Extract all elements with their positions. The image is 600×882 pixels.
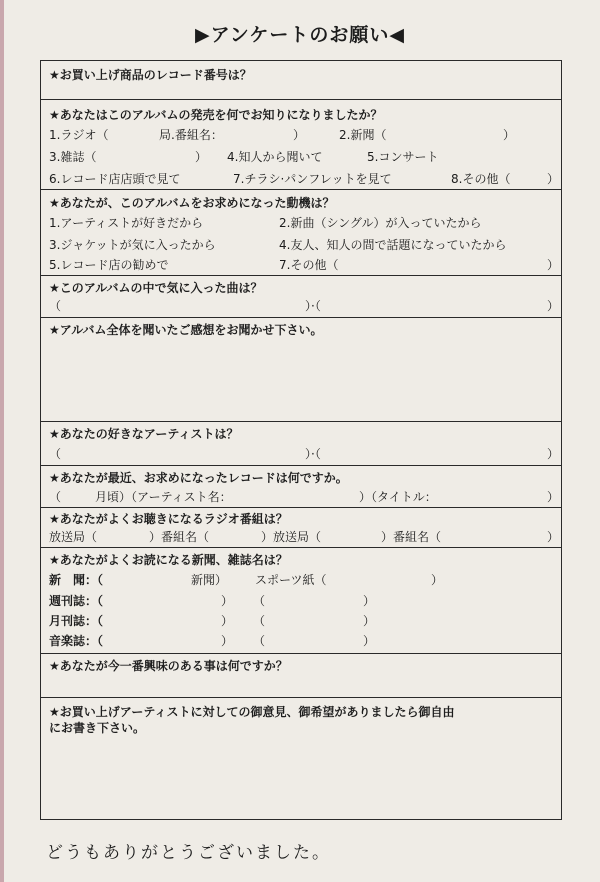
q9-bracket: ）: [431, 573, 444, 587]
q3-option[interactable]: 1.アーティストが好きだから: [49, 216, 204, 230]
q8-bracket: ）: [547, 530, 560, 544]
q7-bracket: ）（タイトル：: [359, 490, 437, 504]
q8-bracket: ）番組名（: [381, 530, 442, 544]
q9-bracket: （: [253, 634, 266, 648]
q9-bracket: スポーツ紙（: [255, 573, 327, 587]
q4-bracket: ）: [547, 299, 560, 313]
q3-heading: ★あなたが、このアルバムをお求めになった動機は？: [49, 196, 335, 210]
q2-option: ）: [503, 128, 516, 142]
q6-favorite-artists[interactable]: [41, 421, 561, 465]
q2-option: ）: [547, 172, 560, 186]
q5-impressions[interactable]: [41, 317, 561, 421]
q7-recent-record[interactable]: [41, 465, 561, 507]
q3-option[interactable]: 7.その他（: [279, 258, 339, 272]
q1-record-number[interactable]: [41, 61, 561, 99]
q9-bracket: ）: [221, 594, 234, 608]
q6-bracket: ）·（: [305, 447, 321, 461]
thank-you-message: どうもありがとうございました。: [46, 843, 331, 863]
q9-bracket: ）: [221, 634, 234, 648]
q9-bracket: 新聞）: [191, 573, 228, 587]
q9-label: 月刊誌：（: [49, 614, 104, 628]
q4-heading: ★このアルバムの中で気に入った曲は？: [49, 281, 263, 295]
q9-heading: ★あなたがよくお読になる新聞、雑誌名は？: [49, 553, 288, 567]
q8-heading: ★あなたがよくお聴きになるラジオ番組は？: [49, 512, 288, 526]
q7-bracket: ）: [547, 490, 560, 504]
q9-bracket: （: [253, 614, 266, 628]
q4-bracket: （: [49, 299, 62, 313]
card-edge: [0, 0, 4, 882]
q7-bracket: （: [49, 490, 62, 504]
q11-heading-line2: にお書き下さい。: [49, 721, 146, 735]
q4-favorite-songs[interactable]: [41, 275, 561, 317]
q9-bracket: ）: [363, 614, 376, 628]
q2-option[interactable]: 1.ラジオ（: [49, 128, 109, 142]
q8-bracket: ）放送局（: [261, 530, 322, 544]
q2-option: ）: [195, 150, 208, 164]
q7-heading: ★あなたが最近、お求めになったレコードは何ですか。: [49, 471, 348, 485]
q2-option: ）: [293, 128, 306, 142]
q2-heading: ★あなたはこのアルバムの発売を何でお知りになりましたか？: [49, 108, 383, 122]
q9-label: 週刊誌：（: [49, 594, 104, 608]
q2-option[interactable]: 6.レコード店店頭で見て: [49, 172, 181, 186]
q2-option[interactable]: 4.知人から聞いて: [227, 150, 323, 164]
q2-option[interactable]: 5.コンサート: [367, 150, 439, 164]
q5-heading: ★アルバム全体を聞いたご感想をお聞かせ下さい。: [49, 323, 323, 337]
q8-bracket: ）番組名（: [149, 530, 210, 544]
q2-option[interactable]: 8.その他（: [451, 172, 511, 186]
q2-option[interactable]: 7.チラシ·パンフレットを見て: [233, 172, 392, 186]
q9-label: 音楽誌：（: [49, 634, 104, 648]
q9-newspapers-magazines[interactable]: [41, 547, 561, 653]
q9-label: 新 聞：（: [49, 573, 104, 587]
q2-option[interactable]: 3.雑誌（: [49, 150, 97, 164]
q10-current-interest[interactable]: [41, 653, 561, 697]
q9-bracket: （: [253, 594, 266, 608]
q8-radio-programs[interactable]: [41, 507, 561, 547]
survey-form: [40, 60, 562, 820]
q2-option[interactable]: 2.新聞（: [339, 128, 387, 142]
q9-bracket: ）: [221, 614, 234, 628]
q9-bracket: ）: [363, 594, 376, 608]
q1-heading: ★お買い上げ商品のレコード番号は？: [49, 68, 252, 82]
q3-option[interactable]: 2.新曲（シングル）が入っていたから: [279, 216, 482, 230]
q3-option[interactable]: 3.ジャケットが気に入ったから: [49, 238, 216, 252]
q6-bracket: ）: [547, 447, 560, 461]
q11-comments[interactable]: [41, 697, 561, 821]
page-title: ▶アンケートのお願い◀: [194, 24, 406, 46]
q6-heading: ★あなたの好きなアーティストは？: [49, 427, 239, 441]
q8-bracket: 放送局（: [49, 530, 98, 544]
q6-bracket: （: [49, 447, 62, 461]
q3-option[interactable]: 4.友人、知人の間で話題になっていたから: [279, 238, 507, 252]
q2-how-learned: [41, 99, 561, 189]
q11-heading-line1: ★お買い上げアーティストに対しての御意見、御希望がありましたら御自由: [49, 705, 455, 719]
q2-option[interactable]: 局.番組名：: [159, 128, 223, 142]
q7-bracket: 月頃）（アーティスト名：: [95, 490, 232, 504]
q4-bracket: ）·（: [305, 299, 321, 313]
q3-motivation: [41, 189, 561, 275]
q3-option: ）: [547, 258, 560, 272]
q3-option[interactable]: 5.レコード店の勧めで: [49, 258, 169, 272]
q10-heading: ★あなたが今一番興味のある事は何ですか？: [49, 659, 288, 673]
q9-bracket: ）: [363, 634, 376, 648]
